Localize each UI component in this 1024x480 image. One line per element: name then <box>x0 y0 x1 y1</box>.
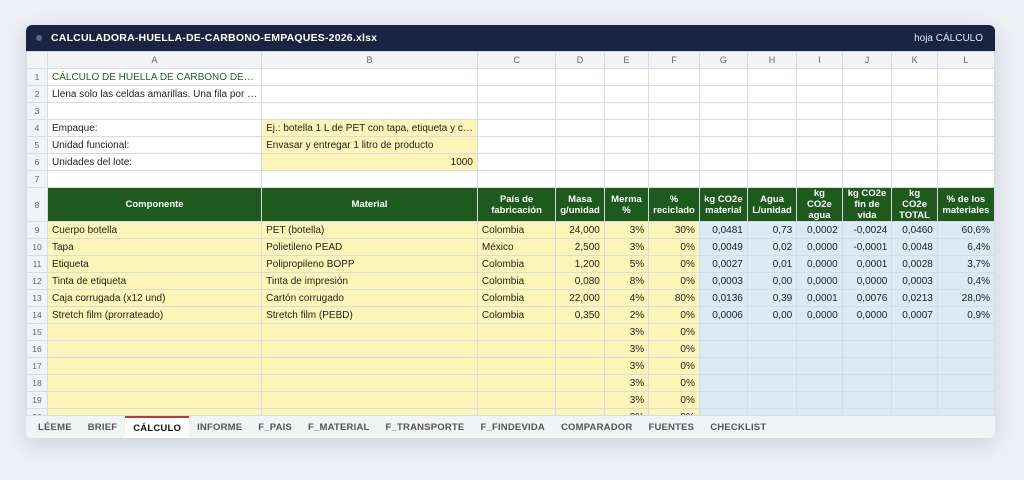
cell[interactable] <box>892 69 938 86</box>
cell[interactable] <box>842 154 892 171</box>
table-cell[interactable]: 0,0001 <box>842 256 892 273</box>
table-cell[interactable] <box>262 375 478 392</box>
table-cell[interactable]: Colombia <box>477 222 555 239</box>
table-header-cell[interactable]: kg CO2e fin de vida <box>842 188 892 222</box>
table-cell[interactable] <box>262 358 478 375</box>
cell[interactable] <box>747 86 796 103</box>
cell[interactable] <box>262 69 478 86</box>
column-header[interactable]: F <box>649 52 700 69</box>
table-cell[interactable]: 0,0001 <box>797 290 842 307</box>
table-cell[interactable] <box>48 324 262 341</box>
table-cell[interactable]: 0% <box>649 307 700 324</box>
column-header[interactable]: L <box>937 52 994 69</box>
column-header[interactable]: A <box>48 52 262 69</box>
cell[interactable] <box>556 69 605 86</box>
table-cell[interactable]: 0% <box>649 273 700 290</box>
table-header-cell[interactable]: % reciclado <box>649 188 700 222</box>
cell[interactable] <box>604 171 648 188</box>
column-header[interactable]: D <box>556 52 605 69</box>
sheet-row <box>27 86 995 103</box>
table-cell[interactable]: Polietileno PEAD <box>262 239 478 256</box>
cell[interactable] <box>797 137 842 154</box>
table-cell[interactable]: Tapa <box>48 239 262 256</box>
table-cell[interactable]: 0,0003 <box>699 273 747 290</box>
sheet-tab[interactable]: COMPARADOR <box>560 421 633 433</box>
cell[interactable] <box>477 154 555 171</box>
table-cell[interactable]: 0,0000 <box>797 307 842 324</box>
table-cell[interactable]: 5% <box>604 256 648 273</box>
table-cell[interactable] <box>797 392 842 409</box>
table-header-cell[interactable]: Masa g/unidad <box>556 188 605 222</box>
table-row <box>27 358 995 375</box>
table-header-row <box>27 188 995 222</box>
cell[interactable] <box>556 103 605 120</box>
column-header[interactable]: H <box>747 52 796 69</box>
table-cell[interactable] <box>48 392 262 409</box>
title-bar <box>26 25 995 51</box>
functional-unit-input[interactable]: Envasar y entregar 1 litro de producto <box>262 137 478 154</box>
table-cell[interactable] <box>797 324 842 341</box>
cell[interactable] <box>797 120 842 137</box>
sheet-title-cell[interactable]: CÁLCULO DE HUELLA DE CARBONO DE… <box>48 69 262 86</box>
row-number[interactable]: 7 <box>27 171 48 188</box>
table-cell[interactable]: 0,0006 <box>699 307 747 324</box>
cell[interactable] <box>477 120 555 137</box>
table-cell[interactable]: 3% <box>604 341 648 358</box>
table-cell[interactable]: 0,0028 <box>892 256 938 273</box>
sheet-row <box>27 69 995 86</box>
cell[interactable] <box>892 154 938 171</box>
column-header[interactable]: I <box>797 52 842 69</box>
table-cell[interactable]: 0,0049 <box>699 239 747 256</box>
column-header[interactable]: G <box>699 52 747 69</box>
cell[interactable] <box>747 154 796 171</box>
table-cell[interactable]: 0,0000 <box>797 239 842 256</box>
row-number[interactable]: 2 <box>27 86 48 103</box>
table-cell[interactable] <box>842 341 892 358</box>
table-cell[interactable] <box>747 358 796 375</box>
table-header-cell[interactable]: Agua L/unidad <box>747 188 796 222</box>
table-cell[interactable]: 1,200 <box>556 256 605 273</box>
row-number[interactable]: 9 <box>27 222 48 239</box>
sheet-tab[interactable]: INFORME <box>197 421 243 433</box>
table-cell[interactable]: 0,0000 <box>797 273 842 290</box>
table-cell[interactable]: 6,4% <box>937 239 994 256</box>
table-cell[interactable]: 60,6% <box>937 222 994 239</box>
row-number[interactable]: 4 <box>27 120 48 137</box>
sheet-row <box>27 103 995 120</box>
cell[interactable] <box>937 69 994 86</box>
table-cell[interactable] <box>477 324 555 341</box>
table-cell[interactable] <box>699 375 747 392</box>
table-cell[interactable] <box>556 341 605 358</box>
column-header[interactable]: B <box>262 52 478 69</box>
table-cell[interactable] <box>556 392 605 409</box>
table-cell[interactable]: 0,0003 <box>892 273 938 290</box>
table-cell[interactable]: Polipropileno BOPP <box>262 256 478 273</box>
table-cell[interactable] <box>262 341 478 358</box>
column-header[interactable]: E <box>604 52 648 69</box>
table-cell[interactable]: Colombia <box>477 273 555 290</box>
table-cell[interactable] <box>262 324 478 341</box>
row-number[interactable]: 10 <box>27 239 48 256</box>
table-cell[interactable]: 3% <box>604 222 648 239</box>
table-row <box>27 256 995 273</box>
table-cell[interactable]: Colombia <box>477 307 555 324</box>
row-number[interactable]: 14 <box>27 307 48 324</box>
table-cell[interactable]: Colombia <box>477 256 555 273</box>
table-cell[interactable] <box>892 341 938 358</box>
cell[interactable] <box>262 86 478 103</box>
table-cell[interactable]: 0% <box>649 358 700 375</box>
functional-unit-label[interactable]: Unidad funcional: <box>48 137 262 154</box>
table-cell[interactable]: 3% <box>604 375 648 392</box>
table-cell[interactable]: 4% <box>604 290 648 307</box>
table-cell[interactable]: 0,0000 <box>842 273 892 290</box>
table-cell[interactable]: Colombia <box>477 290 555 307</box>
cell[interactable] <box>556 120 605 137</box>
table-cell[interactable]: 0,080 <box>556 273 605 290</box>
table-cell[interactable] <box>842 324 892 341</box>
table-cell[interactable]: Etiqueta <box>48 256 262 273</box>
cell[interactable] <box>797 69 842 86</box>
table-cell[interactable]: 0% <box>649 375 700 392</box>
table-row <box>27 239 995 256</box>
table-cell[interactable]: 80% <box>649 290 700 307</box>
sheet-row <box>27 120 995 137</box>
table-cell[interactable]: 0,0460 <box>892 222 938 239</box>
cell[interactable] <box>699 120 747 137</box>
table-cell[interactable]: 0,0076 <box>842 290 892 307</box>
table-cell[interactable]: 0,0213 <box>892 290 938 307</box>
table-cell[interactable]: 0% <box>649 324 700 341</box>
table-cell[interactable] <box>842 375 892 392</box>
cell[interactable] <box>892 171 938 188</box>
cell[interactable] <box>699 137 747 154</box>
cell[interactable] <box>747 137 796 154</box>
packaging-input[interactable]: Ej.: botella 1 L de PET con tapa, etiqueta y c… <box>262 120 478 137</box>
table-cell[interactable] <box>48 358 262 375</box>
table-cell[interactable]: -0,0001 <box>842 239 892 256</box>
table-cell[interactable] <box>477 375 555 392</box>
table-cell[interactable]: 3% <box>604 358 648 375</box>
row-number[interactable]: 19 <box>27 392 48 409</box>
cell[interactable] <box>937 120 994 137</box>
table-cell[interactable] <box>797 341 842 358</box>
spreadsheet-window <box>26 25 995 438</box>
table-cell[interactable] <box>747 341 796 358</box>
cell[interactable] <box>842 137 892 154</box>
table-cell[interactable] <box>48 341 262 358</box>
table-row <box>27 341 995 358</box>
table-cell[interactable]: 30% <box>649 222 700 239</box>
cell[interactable] <box>604 103 648 120</box>
table-cell[interactable]: Caja corrugada (x12 und) <box>48 290 262 307</box>
cell[interactable] <box>937 86 994 103</box>
cell-grid <box>26 51 995 426</box>
cell[interactable] <box>747 171 796 188</box>
cell[interactable] <box>477 86 555 103</box>
cell[interactable] <box>556 171 605 188</box>
table-header-cell[interactable]: % de los materiales <box>937 188 994 222</box>
sheet-indicator: hoja CÁLCULO <box>914 32 983 44</box>
table-cell[interactable]: 3,7% <box>937 256 994 273</box>
cell[interactable] <box>649 171 700 188</box>
table-cell[interactable] <box>747 392 796 409</box>
cell[interactable] <box>477 69 555 86</box>
table-cell[interactable]: 3% <box>604 324 648 341</box>
cell[interactable] <box>699 171 747 188</box>
cell[interactable] <box>556 137 605 154</box>
table-cell[interactable]: 0% <box>649 256 700 273</box>
window-dot-icon <box>36 35 42 41</box>
table-cell[interactable]: Tinta de etiqueta <box>48 273 262 290</box>
sheet-tab-bar <box>26 415 995 438</box>
table-header-cell[interactable]: País de fabricación <box>477 188 555 222</box>
cell[interactable] <box>477 103 555 120</box>
cell[interactable] <box>604 137 648 154</box>
table-cell[interactable] <box>747 375 796 392</box>
sheet-row <box>27 171 995 188</box>
table-row <box>27 290 995 307</box>
table-cell[interactable]: 0,01 <box>747 256 796 273</box>
cell[interactable] <box>48 171 262 188</box>
row-number[interactable]: 11 <box>27 256 48 273</box>
cell[interactable] <box>842 103 892 120</box>
table-cell[interactable]: 0,0000 <box>842 307 892 324</box>
table-cell[interactable]: 2% <box>604 307 648 324</box>
table-cell[interactable] <box>477 392 555 409</box>
table-row <box>27 307 995 324</box>
table-cell[interactable] <box>48 375 262 392</box>
table-header-cell[interactable]: Material <box>262 188 478 222</box>
table-cell[interactable]: 0,00 <box>747 273 796 290</box>
cell[interactable] <box>477 171 555 188</box>
table-cell[interactable] <box>262 392 478 409</box>
row-number[interactable]: 15 <box>27 324 48 341</box>
table-cell[interactable]: 0,02 <box>747 239 796 256</box>
cell[interactable] <box>937 171 994 188</box>
row-number[interactable]: 13 <box>27 290 48 307</box>
cell[interactable] <box>699 69 747 86</box>
table-cell[interactable] <box>937 392 994 409</box>
table-cell[interactable]: PET (botella) <box>262 222 478 239</box>
row-number[interactable]: 6 <box>27 154 48 171</box>
table-row <box>27 375 995 392</box>
table-cell[interactable]: Stretch film (PEBD) <box>262 307 478 324</box>
table-cell[interactable]: 0,350 <box>556 307 605 324</box>
cell[interactable] <box>797 103 842 120</box>
table-cell[interactable]: 28,0% <box>937 290 994 307</box>
table-cell[interactable]: 3% <box>604 392 648 409</box>
table-cell[interactable]: 0,0000 <box>797 256 842 273</box>
table-cell[interactable] <box>747 324 796 341</box>
table-row <box>27 222 995 239</box>
cell[interactable] <box>649 69 700 86</box>
table-cell[interactable]: Stretch film (prorrateado) <box>48 307 262 324</box>
sheet-tab[interactable]: F_MATERIAL <box>308 421 370 433</box>
table-cell[interactable]: Cartón corrugado <box>262 290 478 307</box>
batch-units-label[interactable]: Unidades del lote: <box>48 154 262 171</box>
sheet-tab[interactable]: FUENTES <box>648 421 695 433</box>
table-cell[interactable]: -0,0024 <box>842 222 892 239</box>
sheet-tab[interactable]: BRIEF <box>87 421 118 433</box>
batch-units-input[interactable]: 1000 <box>262 154 478 171</box>
row-number[interactable]: 16 <box>27 341 48 358</box>
row-number[interactable]: 5 <box>27 137 48 154</box>
file-title: CALCULADORA-HUELLA-DE-CARBONO-EMPAQUES-2026.xlsx <box>51 32 378 44</box>
cell[interactable] <box>262 103 478 120</box>
table-cell[interactable] <box>892 375 938 392</box>
sheet-tab[interactable]: F_PAIS <box>258 421 293 433</box>
table-row <box>27 273 995 290</box>
cell[interactable] <box>556 86 605 103</box>
cell[interactable] <box>556 154 605 171</box>
table-cell[interactable] <box>797 375 842 392</box>
table-cell[interactable] <box>699 358 747 375</box>
row-number[interactable]: 3 <box>27 103 48 120</box>
table-cell[interactable]: 0,39 <box>747 290 796 307</box>
table-cell[interactable]: Tinta de impresión <box>262 273 478 290</box>
table-cell[interactable] <box>477 358 555 375</box>
table-cell[interactable]: 0% <box>649 392 700 409</box>
cell[interactable] <box>937 137 994 154</box>
table-cell[interactable]: Cuerpo botella <box>48 222 262 239</box>
table-cell[interactable]: 0% <box>649 341 700 358</box>
table-header-cell[interactable]: Componente <box>48 188 262 222</box>
table-cell[interactable] <box>477 341 555 358</box>
row-number[interactable]: 8 <box>27 188 48 222</box>
cell[interactable] <box>842 69 892 86</box>
table-cell[interactable]: 0% <box>649 239 700 256</box>
cell[interactable] <box>747 120 796 137</box>
cell[interactable] <box>649 86 700 103</box>
table-cell[interactable]: 0,0136 <box>699 290 747 307</box>
table-row <box>27 392 995 409</box>
table-cell[interactable] <box>556 358 605 375</box>
cell[interactable] <box>842 120 892 137</box>
packaging-label[interactable]: Empaque: <box>48 120 262 137</box>
table-cell[interactable]: 8% <box>604 273 648 290</box>
table-cell[interactable] <box>797 358 842 375</box>
cell[interactable] <box>699 103 747 120</box>
cell[interactable] <box>604 154 648 171</box>
sheet-tab[interactable]: LÉEME <box>38 421 72 433</box>
sheet-tab[interactable]: F_FINDEVIDA <box>480 421 545 433</box>
cell[interactable] <box>604 69 648 86</box>
table-cell[interactable]: 24,000 <box>556 222 605 239</box>
cell[interactable] <box>892 137 938 154</box>
table-cell[interactable]: 0,9% <box>937 307 994 324</box>
sheet-tab[interactable]: CÁLCULO <box>125 416 189 438</box>
table-header-cell[interactable]: kg CO2e TOTAL <box>892 188 938 222</box>
row-number[interactable]: 17 <box>27 358 48 375</box>
cell[interactable] <box>937 154 994 171</box>
cell[interactable] <box>699 86 747 103</box>
cell[interactable] <box>649 103 700 120</box>
cell[interactable] <box>699 154 747 171</box>
table-cell[interactable] <box>699 341 747 358</box>
table-cell[interactable] <box>842 392 892 409</box>
cell[interactable] <box>892 86 938 103</box>
cell[interactable] <box>649 154 700 171</box>
instructions-cell[interactable]: Llena solo las celdas amarillas. Una fila por … <box>48 86 262 103</box>
table-cell[interactable]: 0,0002 <box>797 222 842 239</box>
table-cell[interactable] <box>937 324 994 341</box>
cell[interactable] <box>649 120 700 137</box>
cell[interactable] <box>797 154 842 171</box>
column-header[interactable]: J <box>842 52 892 69</box>
sheet-row <box>27 154 995 171</box>
table-cell[interactable] <box>892 358 938 375</box>
cell[interactable] <box>747 103 796 120</box>
row-number[interactable]: 18 <box>27 375 48 392</box>
cell[interactable] <box>649 137 700 154</box>
cell[interactable] <box>604 120 648 137</box>
table-cell[interactable]: 0,0048 <box>892 239 938 256</box>
cell[interactable] <box>892 103 938 120</box>
table-cell[interactable] <box>699 324 747 341</box>
table-cell[interactable] <box>556 324 605 341</box>
table-cell[interactable]: 0,0007 <box>892 307 938 324</box>
column-header[interactable]: K <box>892 52 938 69</box>
cell[interactable] <box>842 171 892 188</box>
table-cell[interactable]: 0,0027 <box>699 256 747 273</box>
table-cell[interactable]: México <box>477 239 555 256</box>
table-cell[interactable]: 0,73 <box>747 222 796 239</box>
table-cell[interactable] <box>937 375 994 392</box>
cell[interactable] <box>797 86 842 103</box>
cell[interactable] <box>48 103 262 120</box>
table-cell[interactable]: 22,000 <box>556 290 605 307</box>
column-header[interactable]: C <box>477 52 555 69</box>
table-cell[interactable] <box>842 358 892 375</box>
sheet-grid <box>26 51 995 426</box>
table-header-cell[interactable]: Merma % <box>604 188 648 222</box>
table-cell[interactable]: 0,0481 <box>699 222 747 239</box>
column-header-row <box>27 52 995 69</box>
sheet-row <box>27 137 995 154</box>
row-number[interactable]: 1 <box>27 69 48 86</box>
cell[interactable] <box>747 69 796 86</box>
sheet-tab[interactable]: CHECKLIST <box>710 421 767 433</box>
table-cell[interactable] <box>937 358 994 375</box>
cell[interactable] <box>892 120 938 137</box>
table-cell[interactable] <box>937 341 994 358</box>
table-cell[interactable]: 0,00 <box>747 307 796 324</box>
cell[interactable] <box>262 171 478 188</box>
table-row <box>27 324 995 341</box>
table-header-cell[interactable]: kg CO2e agua <box>797 188 842 222</box>
table-cell[interactable]: 2,500 <box>556 239 605 256</box>
cell[interactable] <box>842 86 892 103</box>
table-cell[interactable]: 0,4% <box>937 273 994 290</box>
sheet-tab[interactable]: F_TRANSPORTE <box>385 421 465 433</box>
table-header-cell[interactable]: kg CO2e material <box>699 188 747 222</box>
cell[interactable] <box>477 137 555 154</box>
cell[interactable] <box>797 171 842 188</box>
table-cell[interactable] <box>556 375 605 392</box>
table-cell[interactable] <box>892 392 938 409</box>
table-cell[interactable]: 3% <box>604 239 648 256</box>
table-cell[interactable] <box>892 324 938 341</box>
cell[interactable] <box>937 103 994 120</box>
row-number[interactable]: 12 <box>27 273 48 290</box>
table-cell[interactable] <box>699 392 747 409</box>
cell[interactable] <box>604 86 648 103</box>
select-all-corner[interactable] <box>27 52 48 69</box>
